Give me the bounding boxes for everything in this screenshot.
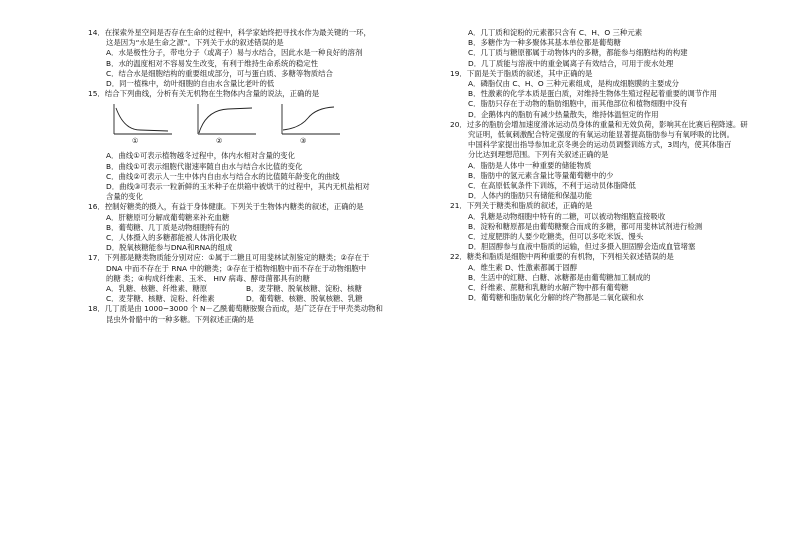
q17-stem-line1: 17．下列都是糖类物质能分别对应：①属于二糖且可用斐林试剂鉴定的糖类；②存在于	[88, 253, 370, 263]
q17-stem-line2: DNA 中而不存在于 RNA 中的糖类；③存在于植物细胞中而不存在于动物细胞中	[106, 263, 366, 273]
question-19	[450, 69, 775, 120]
q18-stem-line1: 18．几丁质是由 1000~3000 个 N－乙酰葡萄糖胺聚合而成，是广泛存在于甲壳类动物和	[88, 304, 383, 314]
q19-stem: 19．下面是关于脂质的叙述，其中正确的是	[450, 68, 593, 78]
q15-option-d-line1: D．曲线③可表示一粒新鲜的玉米种子在烘箱中被烘干的过程中，其内无机盐相对	[106, 182, 370, 192]
q15-option-a: A．曲线①可表示植物越冬过程中，体内水相对含量的变化	[106, 151, 296, 161]
q20-stem-line3: 中国科学家提出指导参加北京冬奥会的运动员调整训练方式，3周内，使其体脂百	[468, 140, 732, 150]
q19-option-c: C．脂肪只存在于动物的脂肪细胞中，而其他部位和植物细胞中没有	[468, 99, 688, 109]
q18-option-d: D．几丁质能与溶液中的重金属离子有效结合，可用于废水处理	[468, 58, 674, 68]
q14-option-b: B．水的温度相对不容易发生改变，有利于维持生命系统的稳定性	[106, 58, 319, 68]
q20-option-c: C．在高原低氧条件下训练，不利于运动员体脂降低	[468, 181, 636, 191]
question-21	[450, 201, 775, 252]
question-15	[88, 89, 413, 202]
q20-stem-line1: 20．过多的脂肪会增加速度滑冰运动员身体的重量和无效负荷，影响其在比赛后程降速。研	[450, 119, 748, 129]
q17-options-row2	[88, 294, 413, 304]
q18-option-b: B．多糖作为一种多聚体其基本单位都是葡萄糖	[468, 38, 621, 48]
q14-stem-line1: 14．在探索外星空间是否存在生命的过程中，科学家始终把寻找水作为最关键的一环，	[88, 28, 371, 37]
curve-2-label: ②	[216, 137, 223, 146]
q18-stem-line2: 昆虫外骨骼中的一种多糖。下列叙述正确的是	[106, 314, 254, 324]
q14-option-c: C．结合水是细胞结构的重要组成部分，可与蛋白质、多糖等物质结合	[106, 68, 333, 78]
curve-2-graphic	[190, 102, 260, 148]
q22-option-c: C．纤维素、蔗糖和乳糖的水解产物中都有葡萄糖	[468, 283, 629, 293]
q20-option-d: D．人体内的脂肪只有储能和保温功能	[468, 191, 592, 201]
q15-option-d-line2: 含量的变化	[106, 192, 143, 202]
q17-option-a: A．乳糖、核糖、纤维素、糖原	[106, 284, 208, 294]
q20-option-a: A．脂肪是人体中一种重要的储能物质	[468, 160, 592, 170]
q16-stem: 16．控制好糖类的摄入，有益于身体健康。下列关于生物体内糖类的叙述，正确的是	[88, 202, 364, 212]
q21-option-b: B．淀粉和糖原都是由葡萄糖聚合而成的多糖，都可用斐林试剂进行检测	[468, 221, 703, 231]
q15-option-b: B．曲线①可表示细胞代谢速率随自由水与结合水比值的变化	[106, 161, 303, 171]
q15-option-c: C．曲线②可表示人一生中体内自由水与结合水的比值随年龄变化的曲线	[106, 171, 340, 181]
question-22	[450, 252, 775, 303]
q19-option-a: A．磷脂仅由 C、H、O 三种元素组成，是构成细胞膜的主要成分	[468, 79, 680, 89]
left-column	[88, 28, 413, 325]
curve-figure-1	[106, 102, 176, 148]
q16-option-c: C．人体摄入的多糖都能被人体消化吸收	[106, 233, 237, 243]
q17-option-d: D．葡萄糖、核糖、脱氧核糖、乳糖	[246, 294, 363, 304]
curve-figure-2	[190, 102, 260, 148]
question-18	[88, 304, 413, 324]
q18-option-c: C．几丁质与糖原都属于动物体内的多糖，都能参与细胞结构的构建	[468, 48, 688, 58]
curve-3-label: ③	[300, 137, 307, 146]
question-16	[88, 202, 413, 253]
curve-figures	[106, 102, 413, 148]
curve-1-label: ①	[132, 137, 139, 146]
q22-stem: 22．糖类和脂质是细胞中两种重要的有机物，下列相关叙述错误的是	[450, 252, 674, 262]
question-20	[450, 120, 775, 202]
q17-option-b: B．麦芽糖、脱氧核糖、淀粉、核糖	[246, 284, 362, 294]
curve-3-graphic	[274, 102, 344, 148]
q19-option-d: D．企鹅体内的脂肪有减少热量散失，维持体温恒定的作用	[468, 109, 659, 119]
q18-option-a: A．几丁质和淀粉的元素都只含有 C、H、O 三种元素	[468, 28, 643, 37]
q16-option-d: D．脱氧核糖能参与DNA和RNA的组成	[106, 243, 233, 253]
q20-stem-line2: 究证明，低氧刺激配合特定强度的有氧运动能显著提高脂肪参与有氧呼吸的比例。	[468, 130, 735, 140]
q20-stem-line4: 分比达到理想范围。下列有关叙述正确的是	[468, 150, 609, 160]
q17-options-row1	[88, 284, 413, 294]
q14-option-d: D．同一植株中，幼叶细胞的自由水含量比老叶的低	[106, 79, 275, 89]
q15-stem: 15．结合下列曲线，分析有关无机物在生物体内含量的说法，正确的是	[88, 89, 320, 99]
curve-1-graphic	[106, 102, 176, 148]
q22-option-d: D．葡萄糖和脂肪氧化分解的终产物都是二氧化碳和水	[468, 293, 644, 303]
question-17	[88, 253, 413, 304]
q14-stem-line2: 这是因为“水是生命之源”。下列关于水的叙述错误的是	[106, 38, 284, 48]
q16-option-b: B．葡萄糖、几丁质是动物细胞特有的	[106, 222, 230, 232]
curve-figure-3	[274, 102, 344, 148]
q22-option-b: B．生活中的红糖、白糖、冰糖都是由葡萄糖加工制成的	[468, 272, 651, 282]
question-14	[88, 28, 413, 89]
q20-option-b: B．脂肪中的氢元素含量比等量葡萄糖中的少	[468, 170, 614, 180]
q21-option-d: D．胆固醇参与血液中脂质的运输，但过多摄入胆固醇会造成血管堵塞	[468, 242, 696, 252]
right-column	[450, 28, 775, 303]
q16-option-a: A．肝糖原可分解成葡萄糖来补充血糖	[106, 212, 230, 222]
q21-option-a: A．乳糖是动物细胞中特有的二糖，可以被动物细胞直接吸收	[468, 211, 666, 221]
q21-option-c: C．过度肥胖的人要少吃糖类，但可以多吃米饭、馒头	[468, 232, 644, 242]
q17-option-c: C．麦芽糖、核糖、淀粉、纤维素	[106, 294, 215, 304]
q19-option-b: B．性激素的化学本质是蛋白质，对维持生物体生殖过程起着重要的调节作用	[468, 89, 717, 99]
question-18-options	[450, 28, 775, 69]
q17-stem-line3: 的糖 类；④构成纤维素、玉米、 HIV 病毒、酵母菌都具有的糖	[106, 273, 310, 283]
q22-option-a: A．维生素 D、性激素都属于固醇	[468, 262, 578, 272]
q21-stem: 21．下列关于糖类和脂质的叙述，正确的是	[450, 201, 593, 211]
q14-option-a: A．水是极性分子，带电分子（或离子）易与水结合，因此水是一种良好的溶剂	[106, 48, 363, 58]
